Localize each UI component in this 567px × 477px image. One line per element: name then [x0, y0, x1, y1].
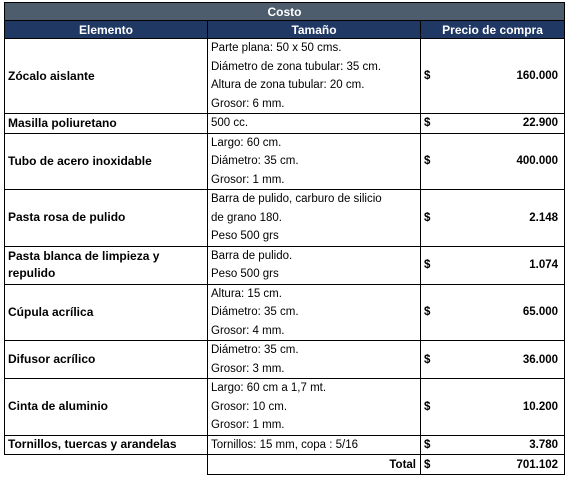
row-precio — [421, 435, 565, 455]
price-value: 3.780 — [529, 438, 559, 451]
total-value-cell — [421, 455, 565, 475]
total-value: 701.102 — [516, 458, 559, 471]
tamano-line: de grano 180. — [211, 211, 282, 224]
table-row — [5, 190, 565, 247]
row-precio — [421, 284, 565, 341]
row-tamano — [208, 39, 421, 114]
table-row — [5, 133, 565, 190]
row-elemento: Pasta blanca de limpieza y repulido — [5, 246, 208, 284]
row-precio — [421, 39, 565, 114]
row-tamano — [208, 133, 421, 190]
currency-symbol: $ — [424, 438, 431, 451]
cost-sheet — [4, 2, 564, 475]
row-elemento: Difusor acrílico — [5, 341, 208, 379]
price-value: 10.200 — [522, 400, 559, 413]
tamano-line: Grosor: 10 cm. — [211, 400, 288, 413]
row-elemento: Masilla poliuretano — [5, 114, 208, 134]
row-elemento: Cúpula acrílica — [5, 284, 208, 341]
row-tamano — [208, 114, 421, 134]
row-elemento: Tubo de acero inoxidable — [5, 133, 208, 190]
currency-symbol: $ — [424, 259, 431, 271]
row-precio — [421, 246, 565, 284]
row-tamano — [208, 284, 421, 341]
table-body — [5, 39, 565, 455]
cost-table — [4, 2, 565, 475]
currency-symbol: $ — [424, 400, 431, 413]
table-row — [5, 246, 565, 284]
header-tamano: Tamaño — [208, 21, 421, 39]
tamano-line: Largo: 60 cm a 1,7 mt. — [211, 382, 327, 394]
currency-symbol: $ — [424, 155, 431, 168]
price-value: 36.000 — [522, 353, 559, 366]
tamano-line: Peso 500 grs — [211, 268, 279, 280]
tamano-line: Barra de pulido. — [211, 249, 293, 262]
tamano-line: Grosor: 6 mm. — [211, 97, 285, 110]
table-row — [5, 39, 565, 114]
price-value: 160.000 — [516, 70, 559, 82]
row-elemento: Cinta de aluminio — [5, 379, 208, 436]
currency-symbol: $ — [424, 117, 431, 130]
tamano-line: Diámetro: 35 cm. — [211, 306, 299, 318]
total-row — [5, 455, 565, 475]
tamano-line: Diámetro: 35 cm. — [211, 155, 299, 167]
tamano-line: Tornillos: 15 mm, copa : 5/16 — [211, 438, 359, 451]
tamano-line: Grosor: 4 mm. — [211, 324, 285, 337]
price-value: 1.074 — [529, 259, 559, 271]
tamano-line: Grosor: 1 mm. — [211, 419, 285, 431]
row-tamano — [208, 190, 421, 247]
total-label: Total — [208, 455, 421, 475]
table-row — [5, 114, 565, 134]
table-row — [5, 379, 565, 436]
currency-symbol: $ — [424, 70, 431, 82]
row-precio — [421, 133, 565, 190]
table-title: Costo — [5, 3, 565, 21]
tamano-line: 500 cc. — [211, 117, 249, 129]
currency-symbol: $ — [424, 306, 431, 319]
tamano-line: Altura: 15 cm. — [211, 287, 282, 300]
row-elemento: Tornillos, tuercas y arandelas — [5, 435, 208, 455]
table-row — [5, 341, 565, 379]
row-precio — [421, 379, 565, 436]
row-tamano — [208, 341, 421, 379]
row-elemento: Pasta rosa de pulido — [5, 190, 208, 247]
row-tamano — [208, 246, 421, 284]
row-precio — [421, 341, 565, 379]
tamano-line: Diámetro: 35 cm. — [211, 344, 299, 356]
table-row — [5, 284, 565, 341]
price-value: 22.900 — [522, 117, 559, 130]
row-tamano — [208, 435, 421, 455]
row-tamano — [208, 379, 421, 436]
row-precio — [421, 190, 565, 247]
row-precio — [421, 114, 565, 134]
table-row — [5, 435, 565, 455]
price-value: 2.148 — [529, 211, 559, 224]
tamano-line: Largo: 60 cm. — [211, 136, 282, 149]
tamano-line: Barra de pulido, carburo de silicio — [211, 193, 382, 205]
tamano-line: Altura de zona tubular: 20 cm. — [211, 79, 365, 91]
header-elemento: Elemento — [5, 21, 208, 39]
tamano-line: Peso 500 grs — [211, 230, 279, 242]
price-value: 400.000 — [516, 155, 559, 168]
total-currency: $ — [424, 458, 431, 471]
price-value: 65.000 — [522, 306, 559, 319]
header-precio: Precio de compra — [421, 21, 565, 39]
tamano-line: Diámetro de zona tubular: 35 cm. — [211, 60, 382, 73]
currency-symbol: $ — [424, 211, 431, 224]
tamano-line: Grosor: 3 mm. — [211, 362, 285, 375]
tamano-line: Grosor: 1 mm. — [211, 173, 285, 186]
currency-symbol: $ — [424, 353, 431, 366]
tamano-line: Parte plana: 50 x 50 cms. — [211, 42, 342, 54]
row-elemento: Zócalo aislante — [5, 39, 208, 114]
